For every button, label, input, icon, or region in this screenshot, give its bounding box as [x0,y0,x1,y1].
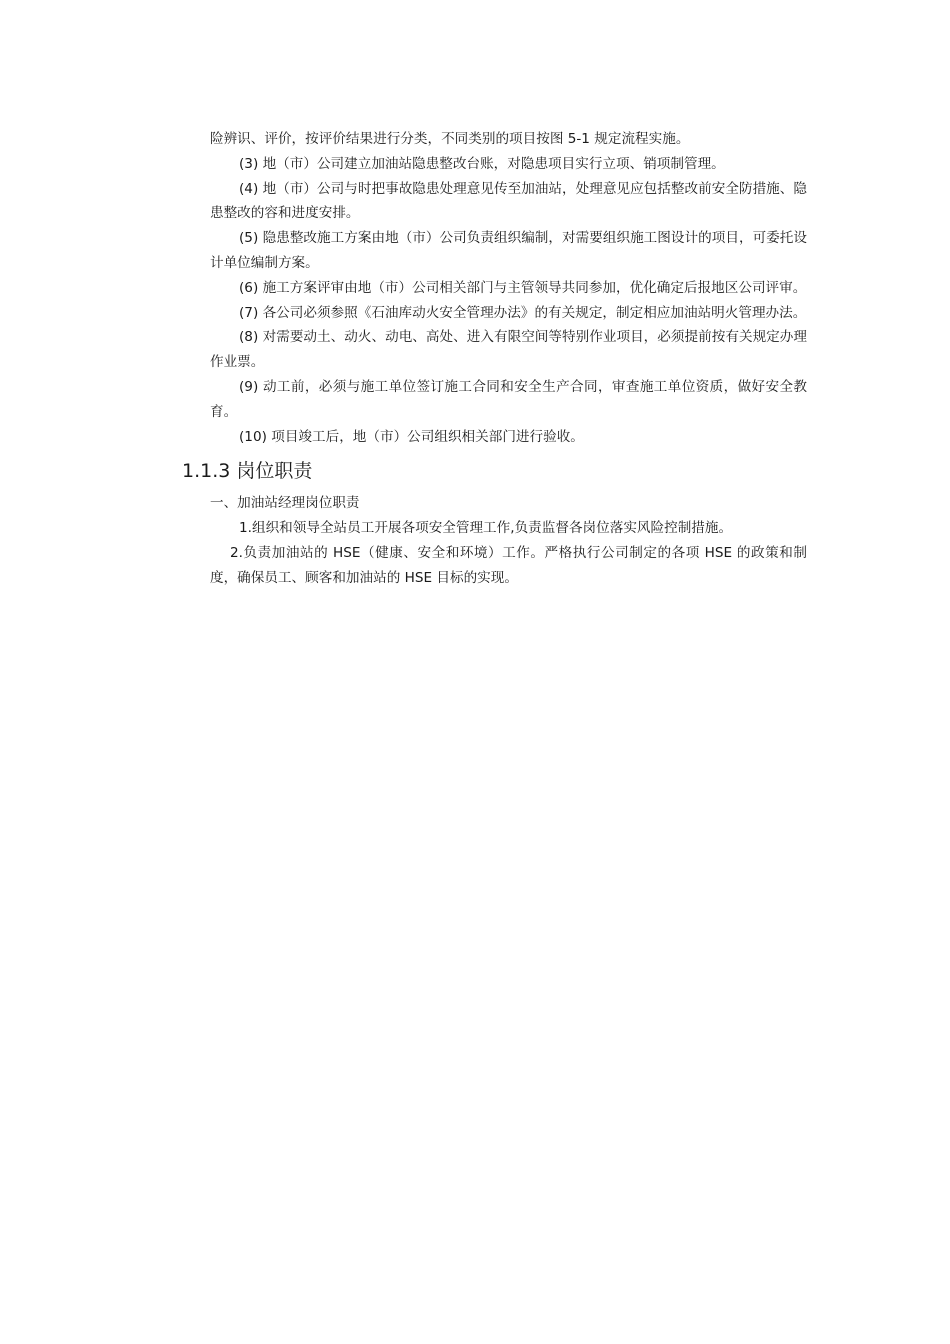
paragraph-item-4: (4) 地（市）公司与时把事故隐患处理意见传至加油站，处理意见应包括整改前安全防措施、隐患整改的容和进度安排。 [210,180,807,222]
paragraph-item-3: (3) 地（市）公司建立加油站隐患整改台账，对隐患项目实行立项、销项制管理。 [239,155,725,172]
paragraph-item-6: (6) 施工方案评审由地（市）公司相关部门与主管领导共同参加，优化确定后报地区公司评审。 [239,279,807,296]
paragraph-item-7: (7) 各公司必须参照《石油库动火安全管理办法》的有关规定，制定相应加油站明火管理办法。 [239,304,807,321]
subsection-heading: 一、加油站经理岗位职责 [210,495,360,512]
duty-item-1: 1.组织和领导全站员工开展各项安全管理工作,负责监督各岗位落实风险控制措施。 [239,520,733,537]
paragraph-continuation: 险辨识、评价，按评价结果进行分类，不同类别的项目按图 5-1 规定流程实施。 [210,131,690,147]
paragraph-item-8: (8) 对需要动土、动火、动电、高处、进入有限空间等特别作业项目，必须提前按有关规定办理作业票。 [210,329,807,371]
paragraph-item-10: (10) 项目竣工后，地（市）公司组织相关部门进行验收。 [239,428,584,445]
section-heading: 1.1.3 岗位职责 [182,460,313,483]
duty-item-2: 2.负责加油站的 HSE（健康、安全和环境）工作。严格执行公司制定的各项 HSE 的政策和制度，确保员工、顾客和加油站的 HSE 目标的实现。 [210,544,807,586]
paragraph-item-5: (5) 隐患整改施工方案由地（市）公司负责组织编制，对需要组织施工图设计的项目，可委托设计单位编制方案。 [210,230,807,271]
document-body [182,127,807,591]
paragraph-item-9: (9) 动工前，必须与施工单位签订施工合同和安全生产合同，审查施工单位资质，做好安全教育。 [210,378,807,420]
